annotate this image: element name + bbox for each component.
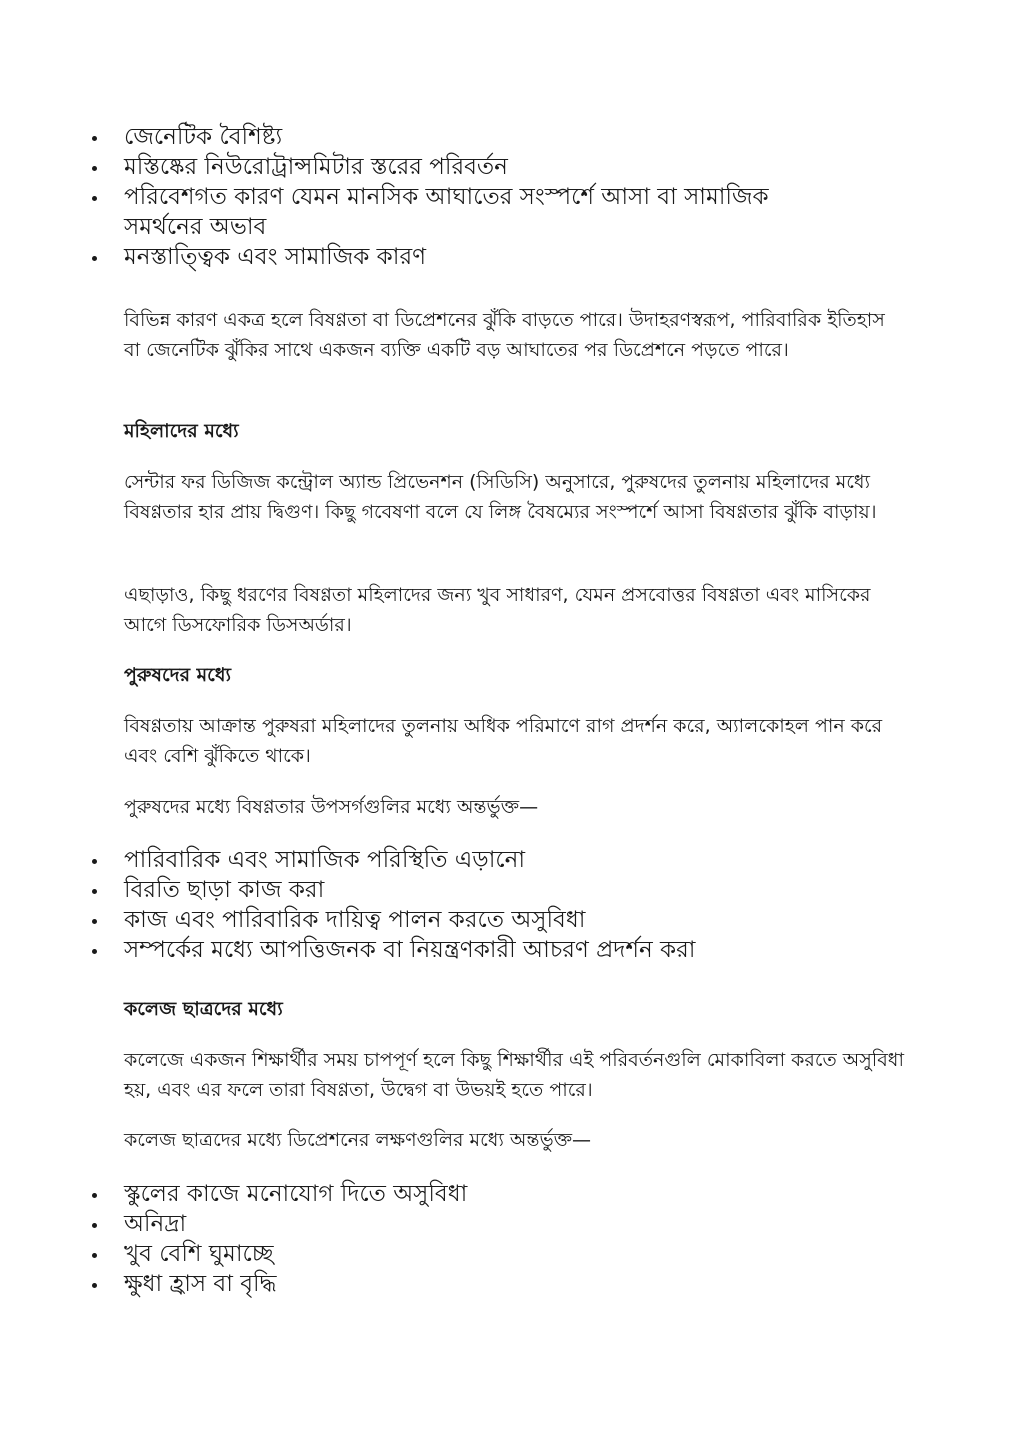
list-item [92,1179,892,1209]
list-item-text: খুব বেশি ঘুমাচ্ছে [124,1241,274,1267]
list-item [92,1209,892,1239]
section-heading-men: পুরুষদের মধ্যে [124,664,231,686]
list-item-text: পরিবেশগত কারণ যেমন মানসিক আঘাতের সংস্পর্শে আসা বা সামাজিক সমর্থনের অভাব [124,184,769,240]
paragraph: এছাড়াও, কিছু ধরণের বিষণ্ণতা মহিলাদের জন্য খুব সাধারণ, যেমন প্রসবোত্তর বিষণ্ণতা এবং মাসিকের আগে ডিসফোরিক ডিসঅর্ডার। [124,584,871,636]
list-item-text: ক্ষুধা হ্রাস বা বৃদ্ধি [124,1271,277,1297]
list-item-text: অনিদ্রা [124,1211,187,1237]
list-item-text: মনস্তাত্ত্বিক এবং সামাজিক কারণ [124,244,426,270]
list-item-text: সম্পর্কের মধ্যে আপত্তিজনক বা নিয়ন্ত্রণকারী আচরণ প্রদর্শন করা [124,937,696,963]
bullet-icon [92,196,97,201]
causes-list [92,122,892,272]
bullet-icon [92,1283,97,1288]
list-item-text: মস্তিষ্কের নিউরোট্রান্সমিটার স্তরের পরিবর্তন [124,154,508,180]
bullet-icon [92,919,97,924]
list-item [92,242,892,272]
list-item [92,1269,892,1299]
bullet-icon [92,949,97,954]
bullet-icon [92,1193,97,1198]
bullet-icon [92,859,97,864]
list-item [92,935,892,965]
paragraph: কলেজ ছাত্রদের মধ্যে ডিপ্রেশনের লক্ষণগুলির মধ্যে অন্তর্ভুক্ত— [124,1129,592,1151]
men-symptoms-list [92,845,892,965]
list-item [92,122,892,152]
section-heading-women: মহিলাদের মধ্যে [124,420,239,442]
bullet-icon [92,1253,97,1258]
list-item-text: পারিবারিক এবং সামাজিক পরিস্থিতি এড়ানো [124,847,526,873]
list-item [92,845,892,875]
list-item [92,152,892,182]
paragraph: কলেজে একজন শিক্ষার্থীর সময় চাপপূর্ণ হলে কিছু শিক্ষার্থীর এই পরিবর্তনগুলি মোকাবিলা করতে অসুবিধা হয়, এবং এর ফলে তারা বিষণ্ণতা, উদ্বেগ বা উভয়ই হতে পারে। [124,1049,904,1101]
list-item [92,875,892,905]
list-item-text: জেনেটিক বৈশিষ্ট্য [124,124,283,150]
section-heading-students: কলেজ ছাত্রদের মধ্যে [124,998,283,1020]
paragraph: পুরুষদের মধ্যে বিষণ্ণতার উপসর্গগুলির মধ্যে অন্তর্ভুক্ত— [124,796,539,818]
bullet-icon [92,166,97,171]
paragraph: বিষণ্ণতায় আক্রান্ত পুরুষরা মহিলাদের তুলনায় অধিক পরিমাণে রাগ প্রদর্শন করে, অ্যালকোহল পান করে এবং বেশি ঝুঁকিতে থাকে। [124,715,883,767]
paragraph: সেন্টার ফর ডিজিজ কন্ট্রোল অ্যান্ড প্রিভেনশন (সিডিসি) অনুসারে, পুরুষদের তুলনায় মহিলাদের মধ্যে বিষণ্ণতার হার প্রায় দ্বিগুণ। কিছু গবেষণা বলে যে লিঙ্গ বৈষম্যের সংস্পর্শে আসা বিষণ্ণতার ঝুঁকি বাড়ায়। [124,471,877,523]
bullet-icon [92,256,97,261]
list-item [92,182,844,242]
list-item-text: স্কুলের কাজে মনোযোগ দিতে অসুবিধা [124,1181,468,1207]
list-item [92,1239,892,1269]
paragraph: বিভিন্ন কারণ একত্র হলে বিষণ্ণতা বা ডিপ্রেশনের ঝুঁকি বাড়তে পারে। উদাহরণস্বরূপ, পারিবারিক ইতিহাস বা জেনেটিক ঝুঁকির সাথে একজন ব্যক্তি একটি বড় আঘাতের পর ডিপ্রেশনে পড়তে পারে। [124,309,885,361]
list-item-text: বিরতি ছাড়া কাজ করা [124,877,325,903]
bullet-icon [92,136,97,141]
bullet-icon [92,1223,97,1228]
students-symptoms-list [92,1179,892,1299]
list-item-text: কাজ এবং পারিবারিক দায়িত্ব পালন করতে অসুবিধা [124,907,586,933]
list-item [92,905,892,935]
bullet-icon [92,889,97,894]
